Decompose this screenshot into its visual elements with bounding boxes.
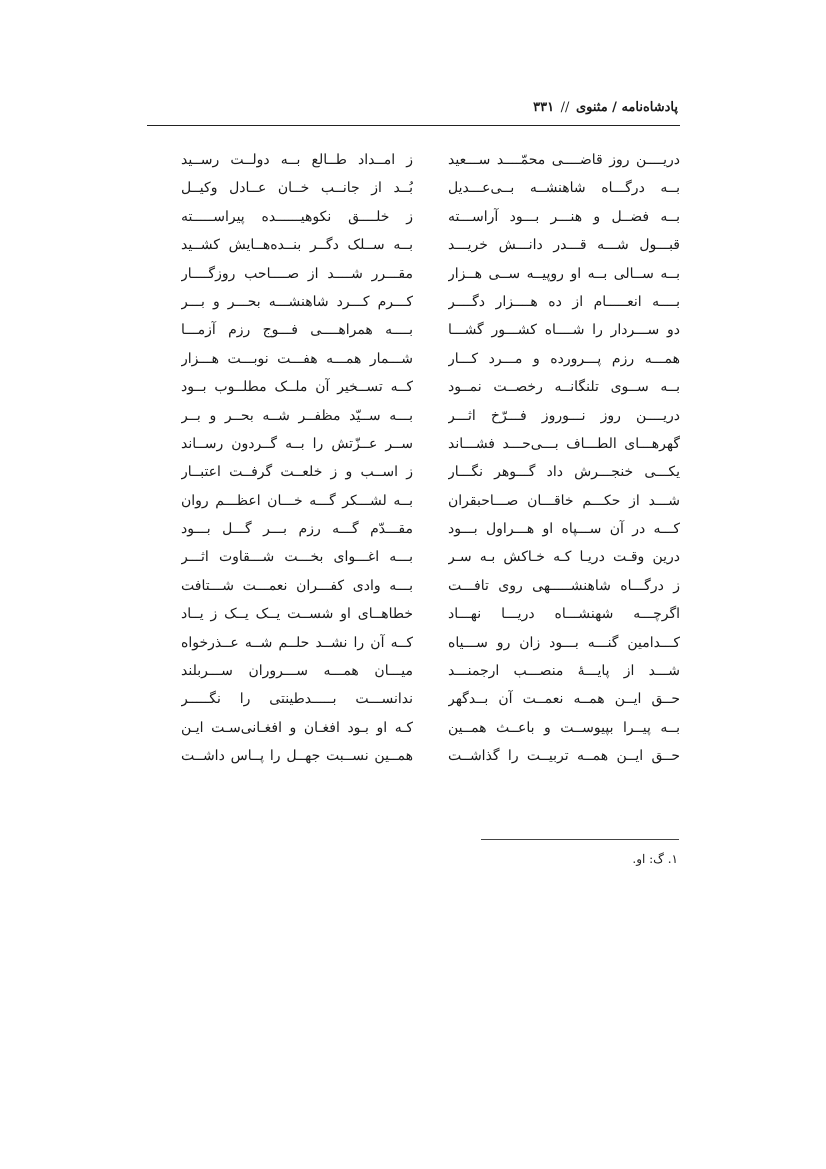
running-head xyxy=(533,100,678,115)
couplet xyxy=(147,458,680,486)
hemistich-second: ســر عــزّتش را بــه گــردون رســاند xyxy=(181,435,413,452)
couplet xyxy=(147,146,680,174)
hemistich-first: گهرهـــای الطـــاف بـــی‌حـــد فشـــاند xyxy=(448,435,680,452)
hemistich-second: کـــرم کـــرد شاهنشـــه بحـــر و بـــر xyxy=(181,293,413,310)
poem-body xyxy=(147,146,680,771)
couplet xyxy=(147,600,680,628)
hemistich-first: بــه ســالی بــه او روپیــه ســی هــزار xyxy=(448,265,680,282)
hemistich-first: اگرچـــه شهنشـــاه دریـــا نهـــاد xyxy=(448,606,680,623)
couplet xyxy=(147,288,680,316)
hemistich-first: یکـــی خنجـــرش داد گـــوهر نگـــار xyxy=(448,464,680,481)
hemistich-second: کــه تســخیر آن ملــک مطلــوب بــود xyxy=(181,379,413,396)
couplet xyxy=(147,316,680,344)
hemistich-second: ز خلــــق نکوهیــــــده پیراســـــته xyxy=(181,208,413,225)
hemistich-second: بـــه وادی کفـــران نعمـــت شـــتافت xyxy=(181,577,413,594)
hemistich-second: بـــه ســیّد مظفــر شــه بحــر و بــر xyxy=(181,407,413,424)
footnote-rule xyxy=(481,839,679,840)
hemistich-first: دو ســـردار را شــــاه کشـــور گشـــا xyxy=(448,322,680,339)
couplet xyxy=(147,373,680,401)
hemistich-first: شـــد از حکـــم خاقـــان صـــاحبقران xyxy=(448,492,680,509)
hemistich-first: قبـــول شـــه قـــدر دانـــش خریـــد xyxy=(448,237,680,254)
hemistich-first: ز درگـــاه شاهنشـــــهی روی تافـــت xyxy=(448,577,680,594)
hemistich-second: کــه آن را نشــد حلــم شــه عــذرخواه xyxy=(181,634,413,651)
couplet xyxy=(147,543,680,571)
couplet xyxy=(147,629,680,657)
hemistich-first: بــــه انعـــــام از ده هــــزار دگــــر xyxy=(448,293,680,310)
hemistich-second: مقـــدّم گـــه رزم بـــر گـــل بـــود xyxy=(181,521,413,538)
hemistich-first: بــه پیــرا بپیوســت و باعــث همــین xyxy=(448,719,680,736)
hemistich-second: بــه لشـــکر گـــه خـــان اعظـــم روان xyxy=(181,492,413,509)
couplet xyxy=(147,572,680,600)
hemistich-first: درین وقـت دریـا کـه خـاکش بـه سـر xyxy=(448,549,680,566)
couplet xyxy=(147,742,680,770)
hemistich-first: کـــدامین گنـــه بـــود زان رو ســـیاه xyxy=(448,634,680,651)
couplet xyxy=(147,657,680,685)
hemistich-first: حــق ایــن همــه نعمــت آن بــدگهر xyxy=(448,691,680,708)
hemistich-first: همـــه رزم پـــرورده و مـــرد کـــار xyxy=(448,350,680,367)
hemistich-second: بــــه همراهــــی فـــوج رزم آزمـــا xyxy=(181,322,413,339)
couplet xyxy=(147,714,680,742)
hemistich-second: ز اســب و ز خلعــت گرفــت اعتبــار xyxy=(181,464,413,481)
book-title: پادشاه‌نامه / مثنوی xyxy=(575,100,678,115)
couplet xyxy=(147,260,680,288)
hemistich-first: شـــد از پایـــهٔ منصـــب ارجمنـــد xyxy=(448,663,680,680)
hemistich-second: بـــه اغـــوای بخـــت شـــقاوت اثـــر xyxy=(181,549,413,566)
hemistich-first: بــه فضــل و هنـــر بـــود آراســـته xyxy=(448,208,680,225)
couplet xyxy=(147,174,680,202)
couplet xyxy=(147,203,680,231)
hemistich-second: بُــد از جانــب خــان عــادل وکیــل xyxy=(181,180,413,197)
hemistich-second: ز امــداد طــالع بــه دولــت رســید xyxy=(181,152,413,168)
hemistich-second: کـه او بـود افغـان و افغـانی‌سـت ایـن xyxy=(181,719,413,736)
page-number: ۳۳۱ xyxy=(533,100,555,115)
couplet xyxy=(147,402,680,430)
hemistich-first: دریــــن روز قاضــــی محمّــــد ســـعید xyxy=(448,152,680,168)
hemistich-second: خطاهــای او شســت یــک یــک ز یــاد xyxy=(181,606,413,623)
footnote: ۱. گ: او. xyxy=(632,852,678,866)
hemistich-first: حــق ایــن همــه تربیــت را گذاشــت xyxy=(448,748,680,765)
hemistich-first: دریــــن روز نـــوروز فـــرّخ اثـــر xyxy=(448,407,680,424)
hemistich-first: کـــه در آن ســـپاه او هـــراول بـــود xyxy=(448,521,680,538)
couplet xyxy=(147,515,680,543)
hemistich-second: همــین نســبت جهــل را پــاس داشــت xyxy=(181,748,413,765)
hemistich-first: بــه ســوی تلنگانــه رخصــت نمــود xyxy=(448,379,680,396)
couplet xyxy=(147,487,680,515)
hemistich-first: بــه درگـــاه شاهنشــه بــی‌عـــدیل xyxy=(448,180,680,197)
header-rule xyxy=(147,125,680,126)
hemistich-second: میـــان همـــه ســـروران ســـربلند xyxy=(181,663,413,680)
header-separator: // xyxy=(560,100,570,115)
hemistich-second: شـــمار همـــه هفـــت نوبـــت هـــزار xyxy=(181,350,413,367)
couplet xyxy=(147,345,680,373)
couplet xyxy=(147,231,680,259)
hemistich-second: مقـــرر شــــد از صــــاحب روزگــــار xyxy=(181,265,413,282)
couplet xyxy=(147,685,680,713)
hemistich-second: بــه ســلک دگــر بنــده‌هــایش کشــید xyxy=(181,237,413,254)
couplet xyxy=(147,430,680,458)
hemistich-second: ندانســـت بـــــدطینتی را نگـــــر xyxy=(181,691,413,708)
